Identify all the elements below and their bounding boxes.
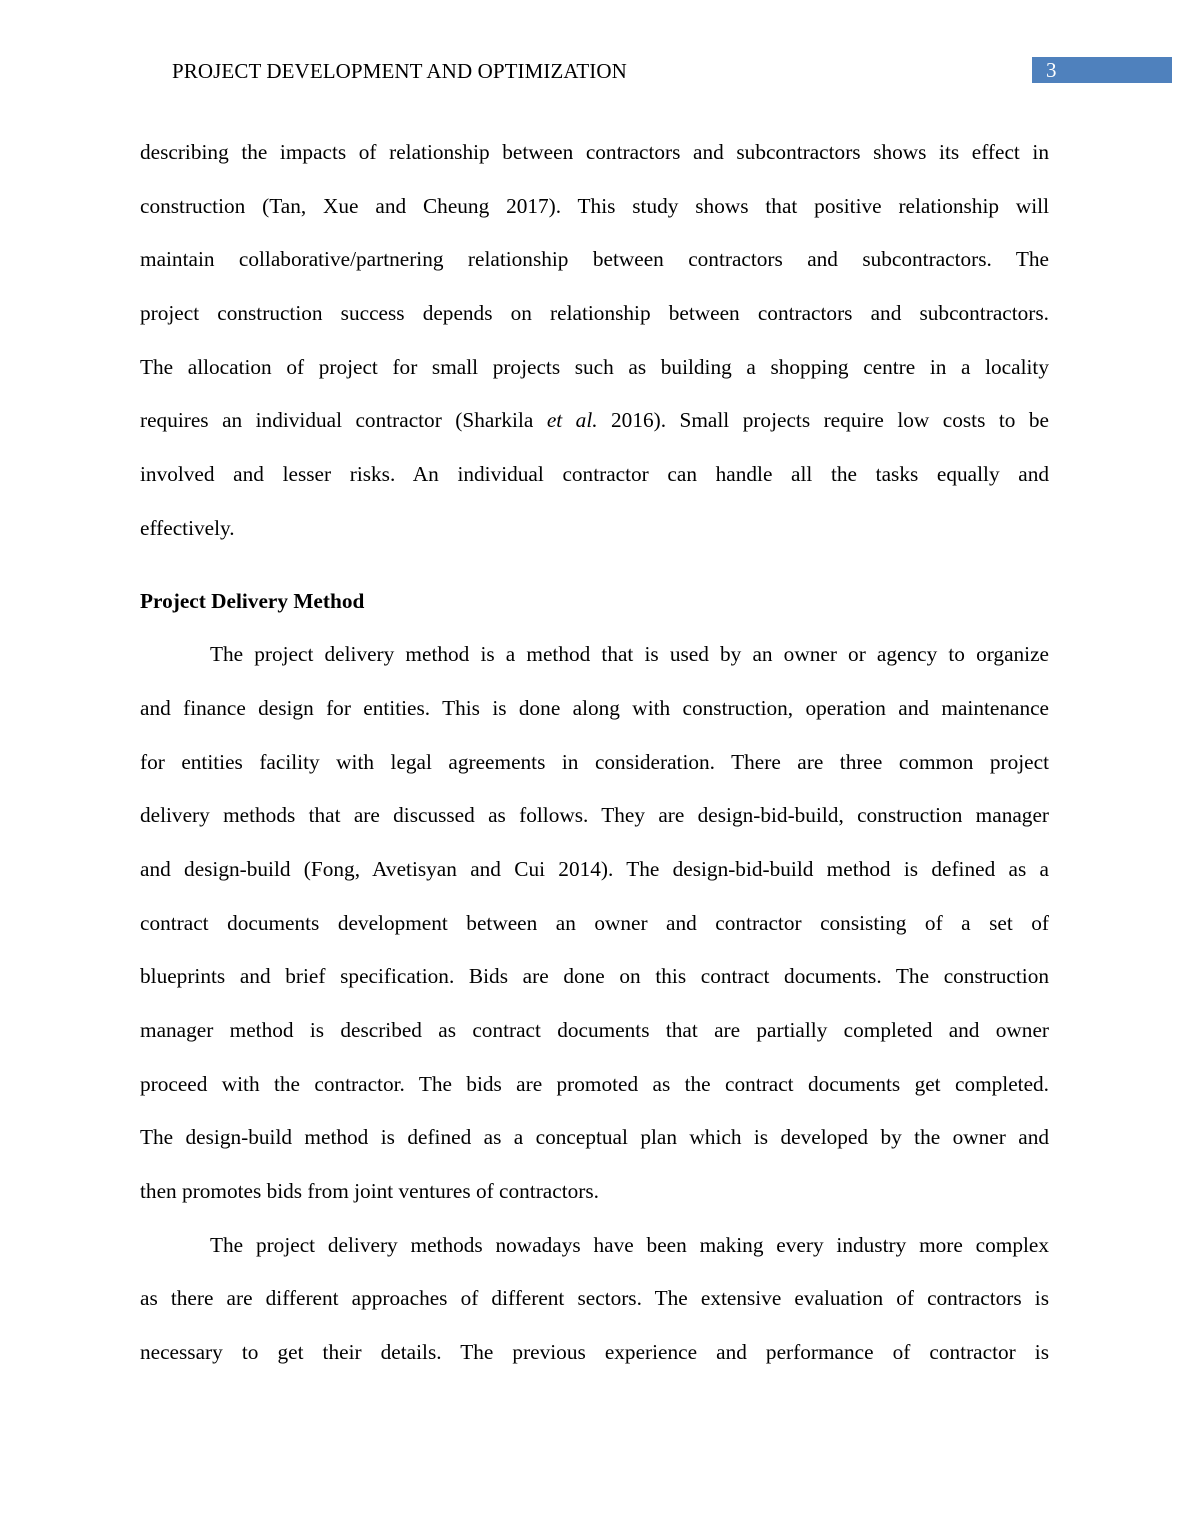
paragraph-2 xyxy=(140,628,1049,1219)
text-line: then promotes bids from joint ventures of contractors. xyxy=(140,1179,599,1204)
section-heading: Project Delivery Method xyxy=(140,588,365,613)
text-segment: 2016). Small projects require low costs to be xyxy=(597,408,1049,433)
text-line: The project delivery method is a method that is used by an owner or agency to organize xyxy=(210,642,1049,667)
text-segment: requires an individual contractor (Sharkila xyxy=(140,408,547,433)
text-line: for entities facility with legal agreements in consideration. There are three common project xyxy=(140,749,1049,774)
text-line: The design-build method is defined as a conceptual plan which is developed by the owner and xyxy=(140,1125,1049,1150)
text-line: construction (Tan, Xue and Cheung 2017). This study shows that positive relationship will xyxy=(140,193,1049,218)
italic-citation: et al. xyxy=(546,408,598,433)
text-line: and finance design for entities. This is done along with construction, operation and maintenance xyxy=(140,695,1049,720)
text-line: project construction success depends on relationship between contractors and subcontractors. xyxy=(140,301,1049,326)
page-number-box xyxy=(1032,57,1172,83)
text-line: involved and lesser risks. An individual contractor can handle all the tasks equally and xyxy=(140,462,1049,487)
text-line: as there are different approaches of different sectors. The extensive evaluation of contractors is xyxy=(140,1286,1049,1311)
text-line: effectively. xyxy=(140,515,235,540)
text-line: contract documents development between an owner and contractor consisting of a set of xyxy=(140,910,1049,935)
text-line: blueprints and brief specification. Bids are done on this contract documents. The construction xyxy=(140,964,1049,989)
text-line: manager method is described as contract documents that are partially completed and owner xyxy=(140,1018,1049,1043)
paragraph-1 xyxy=(140,126,1049,556)
text-line: The allocation of project for small projects such as building a shopping centre in a locality xyxy=(140,354,1049,379)
text-line: maintain collaborative/partnering relationship between contractors and subcontractors. The xyxy=(140,247,1049,272)
text-line: delivery methods that are discussed as follows. They are design-bid-build, construction manager xyxy=(140,803,1049,828)
running-header-title: PROJECT DEVELOPMENT AND OPTIMIZATION xyxy=(172,59,627,83)
text-line: and design-build (Fong, Avetisyan and Cui 2014). The design-bid-build method is defined as a xyxy=(140,856,1049,881)
text-line: necessary to get their details. The previous experience and performance of contractor is xyxy=(140,1340,1049,1365)
document-body xyxy=(140,126,1049,1380)
text-line: The project delivery methods nowadays have been making every industry more complex xyxy=(210,1232,1049,1257)
page-number: 3 xyxy=(1046,58,1057,82)
text-line: describing the impacts of relationship between contractors and subcontractors shows its effect in xyxy=(140,140,1049,164)
paragraph-3 xyxy=(140,1219,1049,1380)
text-line: proceed with the contractor. The bids are promoted as the contract documents get completed. xyxy=(140,1071,1049,1096)
text-line-with-citation xyxy=(140,394,1049,448)
